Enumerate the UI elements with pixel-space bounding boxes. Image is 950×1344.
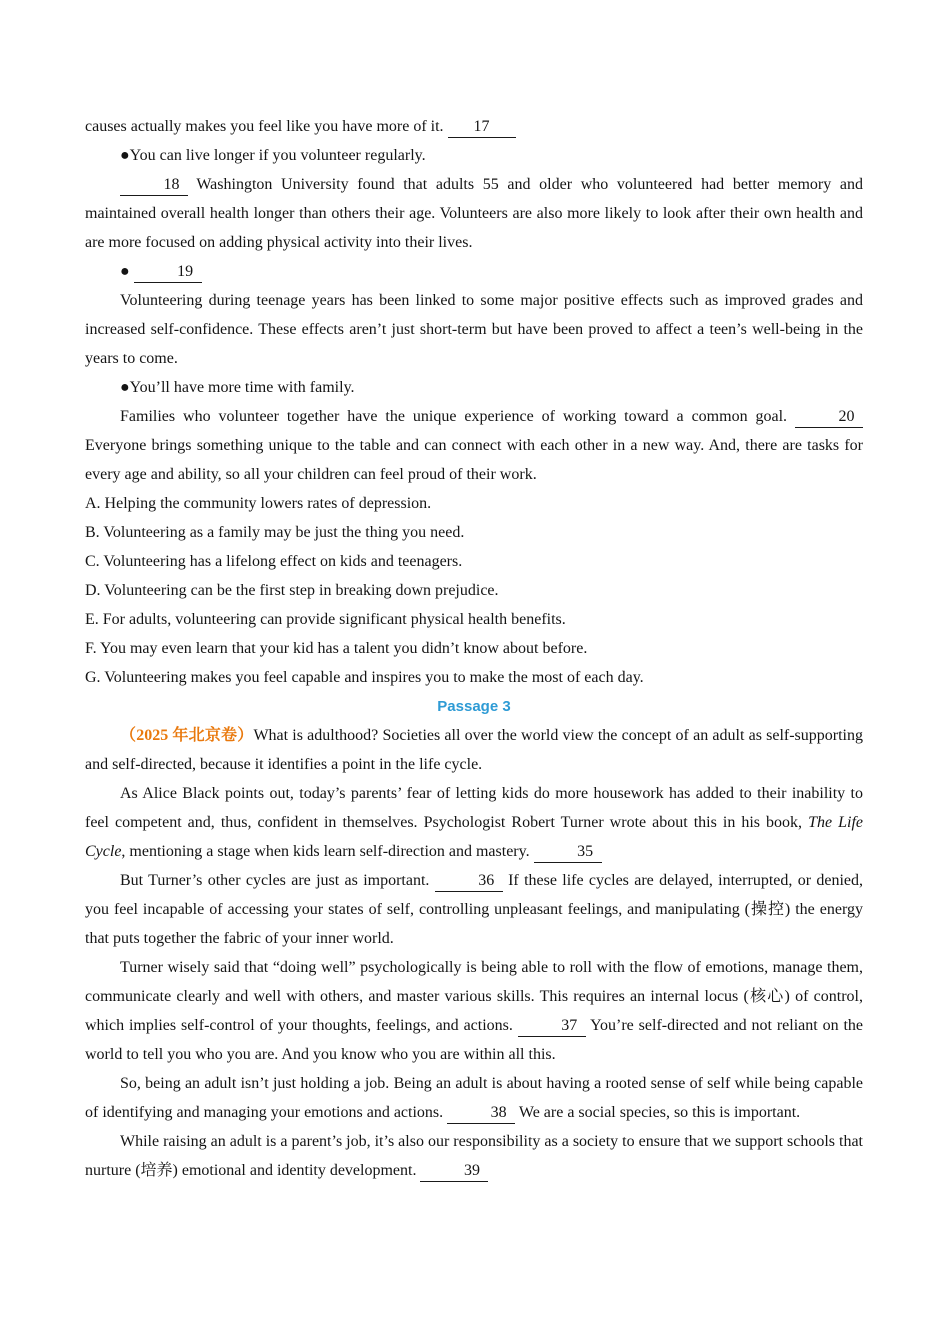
text-run: A. Helping the community lowers rates of depression.: [85, 495, 432, 512]
answer-blank-39: [420, 1161, 488, 1182]
answer-blank-17: [448, 117, 516, 138]
option-g: [85, 663, 863, 692]
paragraph-society: [85, 1127, 863, 1185]
option-a: [85, 489, 863, 518]
text-run: G. Volunteering makes you feel capable and inspires you to make the most of each day.: [85, 669, 644, 686]
text-run: , mentioning a stage when kids learn self-direction and mastery.: [121, 843, 534, 860]
text-run: Passage 3: [437, 698, 511, 715]
answer-blank-19: [134, 262, 202, 283]
answer-blank-18: [120, 175, 188, 196]
text-run: F. You may even learn that your kid has a talent you didn’t know about before.: [85, 640, 588, 657]
blank-number: 19: [177, 263, 194, 280]
exam-source-tag: （2025 年北京卷）: [120, 727, 254, 744]
paragraph-being-adult: [85, 1069, 863, 1127]
option-d: [85, 576, 863, 605]
bullet-blank-19: [85, 257, 863, 286]
blank-number: 17: [473, 118, 490, 135]
text-run: Washington University found that adults 55 and older who volunteered had better memory and maintained overall health longer than others their age. Volunteers are also more likely to look after their own health and are more focused on adding physical activity into their lives.: [85, 176, 863, 251]
text-run: ●You can live longer if you volunteer regularly.: [120, 147, 426, 164]
blank-number: 18: [163, 176, 180, 193]
text-run: So, being an adult isn’t just holding a job. Being an adult is about having a rooted sense of self while being capable of identifying and managing your emotions and actions.: [85, 1075, 863, 1121]
paragraph-families: [85, 402, 863, 489]
paragraph-continuation: [85, 112, 863, 141]
paragraph-washington: [85, 170, 863, 257]
answer-blank-20: [795, 407, 863, 428]
blank-number: 37: [561, 1017, 578, 1034]
text-run: ●You’ll have more time with family.: [120, 379, 355, 396]
text-run: While raising an adult is a parent’s job, it’s also our responsibility as a society to ensure that we support schools that nurture (培养) emotional and identity development.: [85, 1133, 863, 1179]
text-run: C. Volunteering has a lifelong effect on kids and teenagers.: [85, 553, 463, 570]
blank-number: 36: [478, 872, 495, 889]
text-run: If these life cycles are delayed, interrupted, or denied, you feel incapable of accessing your states of self, controlling unpleasant feelings, and manipulating (操控) the energy that puts together the fabric of your inner world.: [85, 872, 864, 947]
option-b: [85, 518, 863, 547]
text-run: What is adulthood? Societies all over the world view the concept of an adult as self-supporting and self-directed, because it identifies a point in the life cycle.: [85, 727, 863, 773]
answer-blank-38: [447, 1103, 515, 1124]
option-c: [85, 547, 863, 576]
blank-number: 38: [490, 1104, 507, 1121]
text-run: D. Volunteering can be the first step in breaking down prejudice.: [85, 582, 499, 599]
answer-blank-35: [534, 842, 602, 863]
text-run: But Turner’s other cycles are just as important.: [120, 872, 435, 889]
option-e: [85, 605, 863, 634]
option-f: [85, 634, 863, 663]
passage-3-heading: [85, 692, 863, 721]
text-run: ●: [120, 263, 134, 280]
paragraph-doing-well: [85, 953, 863, 1069]
blank-number: 20: [838, 408, 855, 425]
bullet-live-longer: [85, 141, 863, 170]
passage-content: [85, 112, 863, 1185]
text-run: E. For adults, volunteering can provide significant physical health benefits.: [85, 611, 566, 628]
text-run: B. Volunteering as a family may be just the thing you need.: [85, 524, 465, 541]
paragraph-teenage: [85, 286, 863, 373]
text-run: As Alice Black points out, today’s parents’ fear of letting kids do more housework has added to their inability to feel competent and, thus, confident in themselves. Psychologist Robert Turner wrote about this in his book,: [85, 785, 863, 831]
paragraph-adulthood-intro: [85, 721, 863, 779]
text-run: Families who volunteer together have the unique experience of working toward a common goal.: [120, 408, 795, 425]
text-run: You’re self-directed and not reliant on the world to tell you who you are. And you know who you are within all this.: [85, 1017, 864, 1063]
answer-blank-37: [518, 1016, 586, 1037]
bullet-family-time: [85, 373, 863, 402]
book-title: The Life Cycle: [85, 814, 863, 860]
text-run: causes actually makes you feel like you have more of it.: [85, 118, 448, 135]
answer-blank-36: [435, 871, 503, 892]
text-run: Everyone brings something unique to the table and can connect with each other in a new way. And, there are tasks for every age and ability, so all your children can feel proud of their work.: [85, 437, 863, 483]
blank-number: 35: [577, 843, 594, 860]
paragraph-alice-black: [85, 779, 863, 866]
text-run: Turner wisely said that “doing well” psychologically is being able to roll with the flow of emotions, manage them, communicate clearly and well with others, and master various skills. This requires an internal locus (核心) of control, which implies self-control of your thoughts, feelings, and actions.: [85, 959, 863, 1034]
paragraph-turner-cycles: [85, 866, 863, 953]
text-run: We are a social species, so this is important.: [515, 1104, 801, 1121]
blank-number: 39: [463, 1162, 480, 1179]
text-run: Volunteering during teenage years has been linked to some major positive effects such as improved grades and increased self-confidence. These effects aren’t just short-term but have been proved to affect a teen’s well-being in the years to come.: [85, 292, 863, 367]
